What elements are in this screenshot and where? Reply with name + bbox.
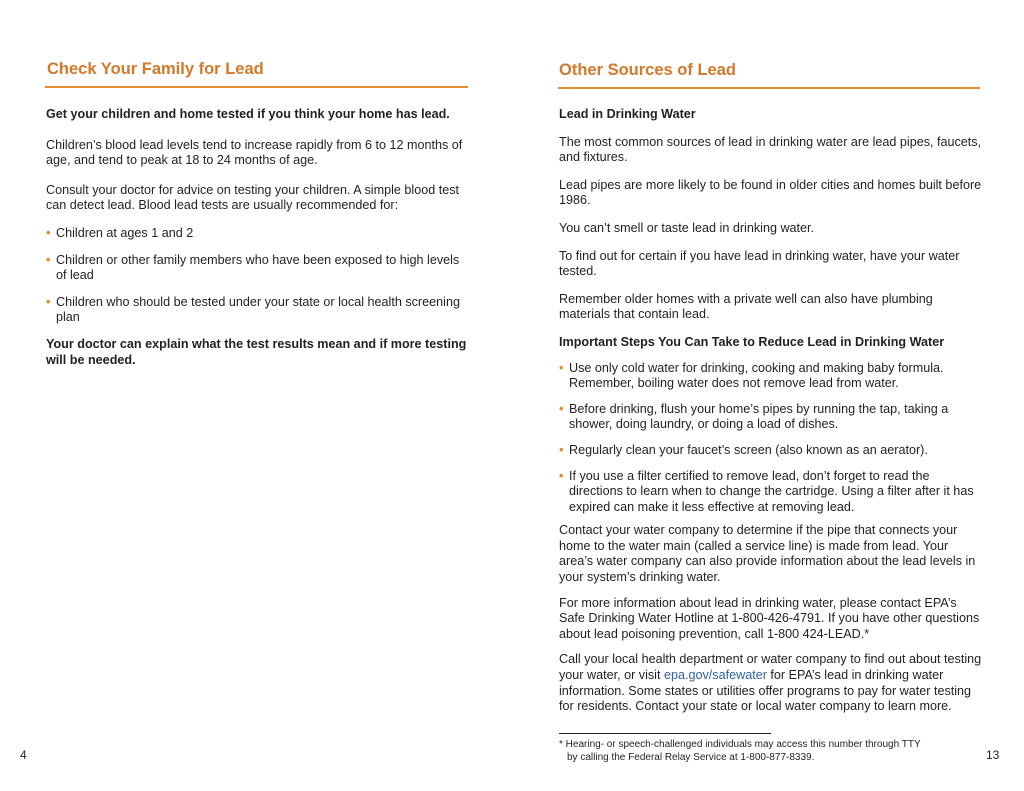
bullet-list [46,226,471,326]
bullet-icon: • [559,360,564,375]
paragraph: Contact your water company to determine if the pipe that connects your home to the water main (called a service line) is made from lead. Your area’s water company can also provide information about the lead levels in your system’s drinking water. [559,523,976,585]
epa-safewater-link[interactable]: epa.gov/safewater [663,668,767,683]
footnote-rule [559,733,771,734]
paragraph: Lead pipes are more likely to be found in older cities and homes built before 1986. [559,177,982,208]
bullet-icon: • [559,468,564,483]
right-page-title: Other Sources of Lead [559,61,736,79]
paragraph: Consult your doctor for advice on testing your children. A simple blood test can detect lead. Blood lead tests are usually recommended for: [46,182,460,213]
footnote [559,738,999,764]
list-item-text: Children at ages 1 and 2 [56,225,194,240]
subheading: Important Steps You Can Take to Reduce Lead in Drinking Water [559,334,945,349]
page-number: 13 [986,748,1000,762]
right-content [559,107,984,715]
bullet-icon: • [46,294,51,309]
closing-bold-text: Your doctor can explain what the test results mean and if more testing will be needed. [46,336,467,367]
list-item-text: Use only cold water for drinking, cooking and making baby formula. Remember, boiling water does not remove lead from water. [569,360,944,391]
paragraph: The most common sources of lead in drinking water are lead pipes, faucets, and fixtures. [559,134,982,165]
intro-bold-text: Get your children and home tested if you think your home has lead. [46,107,450,121]
paragraph: To find out for certain if you have lead in drinking water, have your water tested. [559,248,960,279]
paragraph: Children’s blood lead levels tend to increase rapidly from 6 to 12 months of age, and tend to peak at 18 to 24 months of age. [46,137,463,168]
left-page-title: Check Your Family for Lead [47,60,264,78]
list-item-text: Regularly clean your faucet’s screen (also known as an aerator). [569,442,928,457]
left-content [46,107,471,368]
bullet-icon: • [46,225,51,240]
page-number: 4 [20,748,27,762]
title-rule [45,86,468,88]
list-item [559,361,984,392]
list-item [46,295,471,326]
list-item-text: Children or other family members who have been exposed to high levels of lead [56,252,460,283]
bullet-icon: • [559,442,564,457]
title-rule [558,87,980,89]
bullet-list [559,361,984,516]
list-item [46,253,471,284]
list-item [46,226,471,242]
paragraph [559,652,984,714]
paragraph: For more information about lead in drinking water, please contact EPA’s Safe Drinking Water Hotline at 1-800-426-4791. If you have other questions about lead poisoning prevention, call 1-800 424-LEAD.* [559,595,980,641]
list-item [559,469,984,516]
right-page [512,0,1024,791]
paragraph-text: Call your local health department or water company to find out about testing your water, or visit [559,652,982,683]
paragraph: Remember older homes with a private well can also have plumbing materials that contain lead. [559,291,933,322]
list-item-text: Before drinking, flush your home’s pipes by running the tap, taking a shower, doing laundry, or doing a load of dishes. [569,401,949,432]
bullet-icon: • [46,252,51,267]
list-item-text: If you use a filter certified to remove lead, don’t forget to read the directions to learn when to change the cartridge. Using a filter after it has expired can make it less effective at removing lead. [569,468,974,514]
bullet-icon: • [559,401,564,416]
paragraph-text: for EPA’s lead in drinking water information. Some states or utilities offer programs to pay for water testing for residents. Contact your state or local water company to learn more. [559,668,972,714]
paragraph: You can’t smell or taste lead in drinking water. [559,220,815,235]
footnote-line: * Hearing- or speech-challenged individuals may access this number through TTY [559,739,921,750]
list-item [559,443,984,459]
list-item-text: Children who should be tested under your state or local health screening plan [56,294,460,325]
subheading: Lead in Drinking Water [559,107,696,121]
list-item [559,402,984,433]
footnote-line: by calling the Federal Relay Service at 1-800-877-8339. [567,752,815,763]
